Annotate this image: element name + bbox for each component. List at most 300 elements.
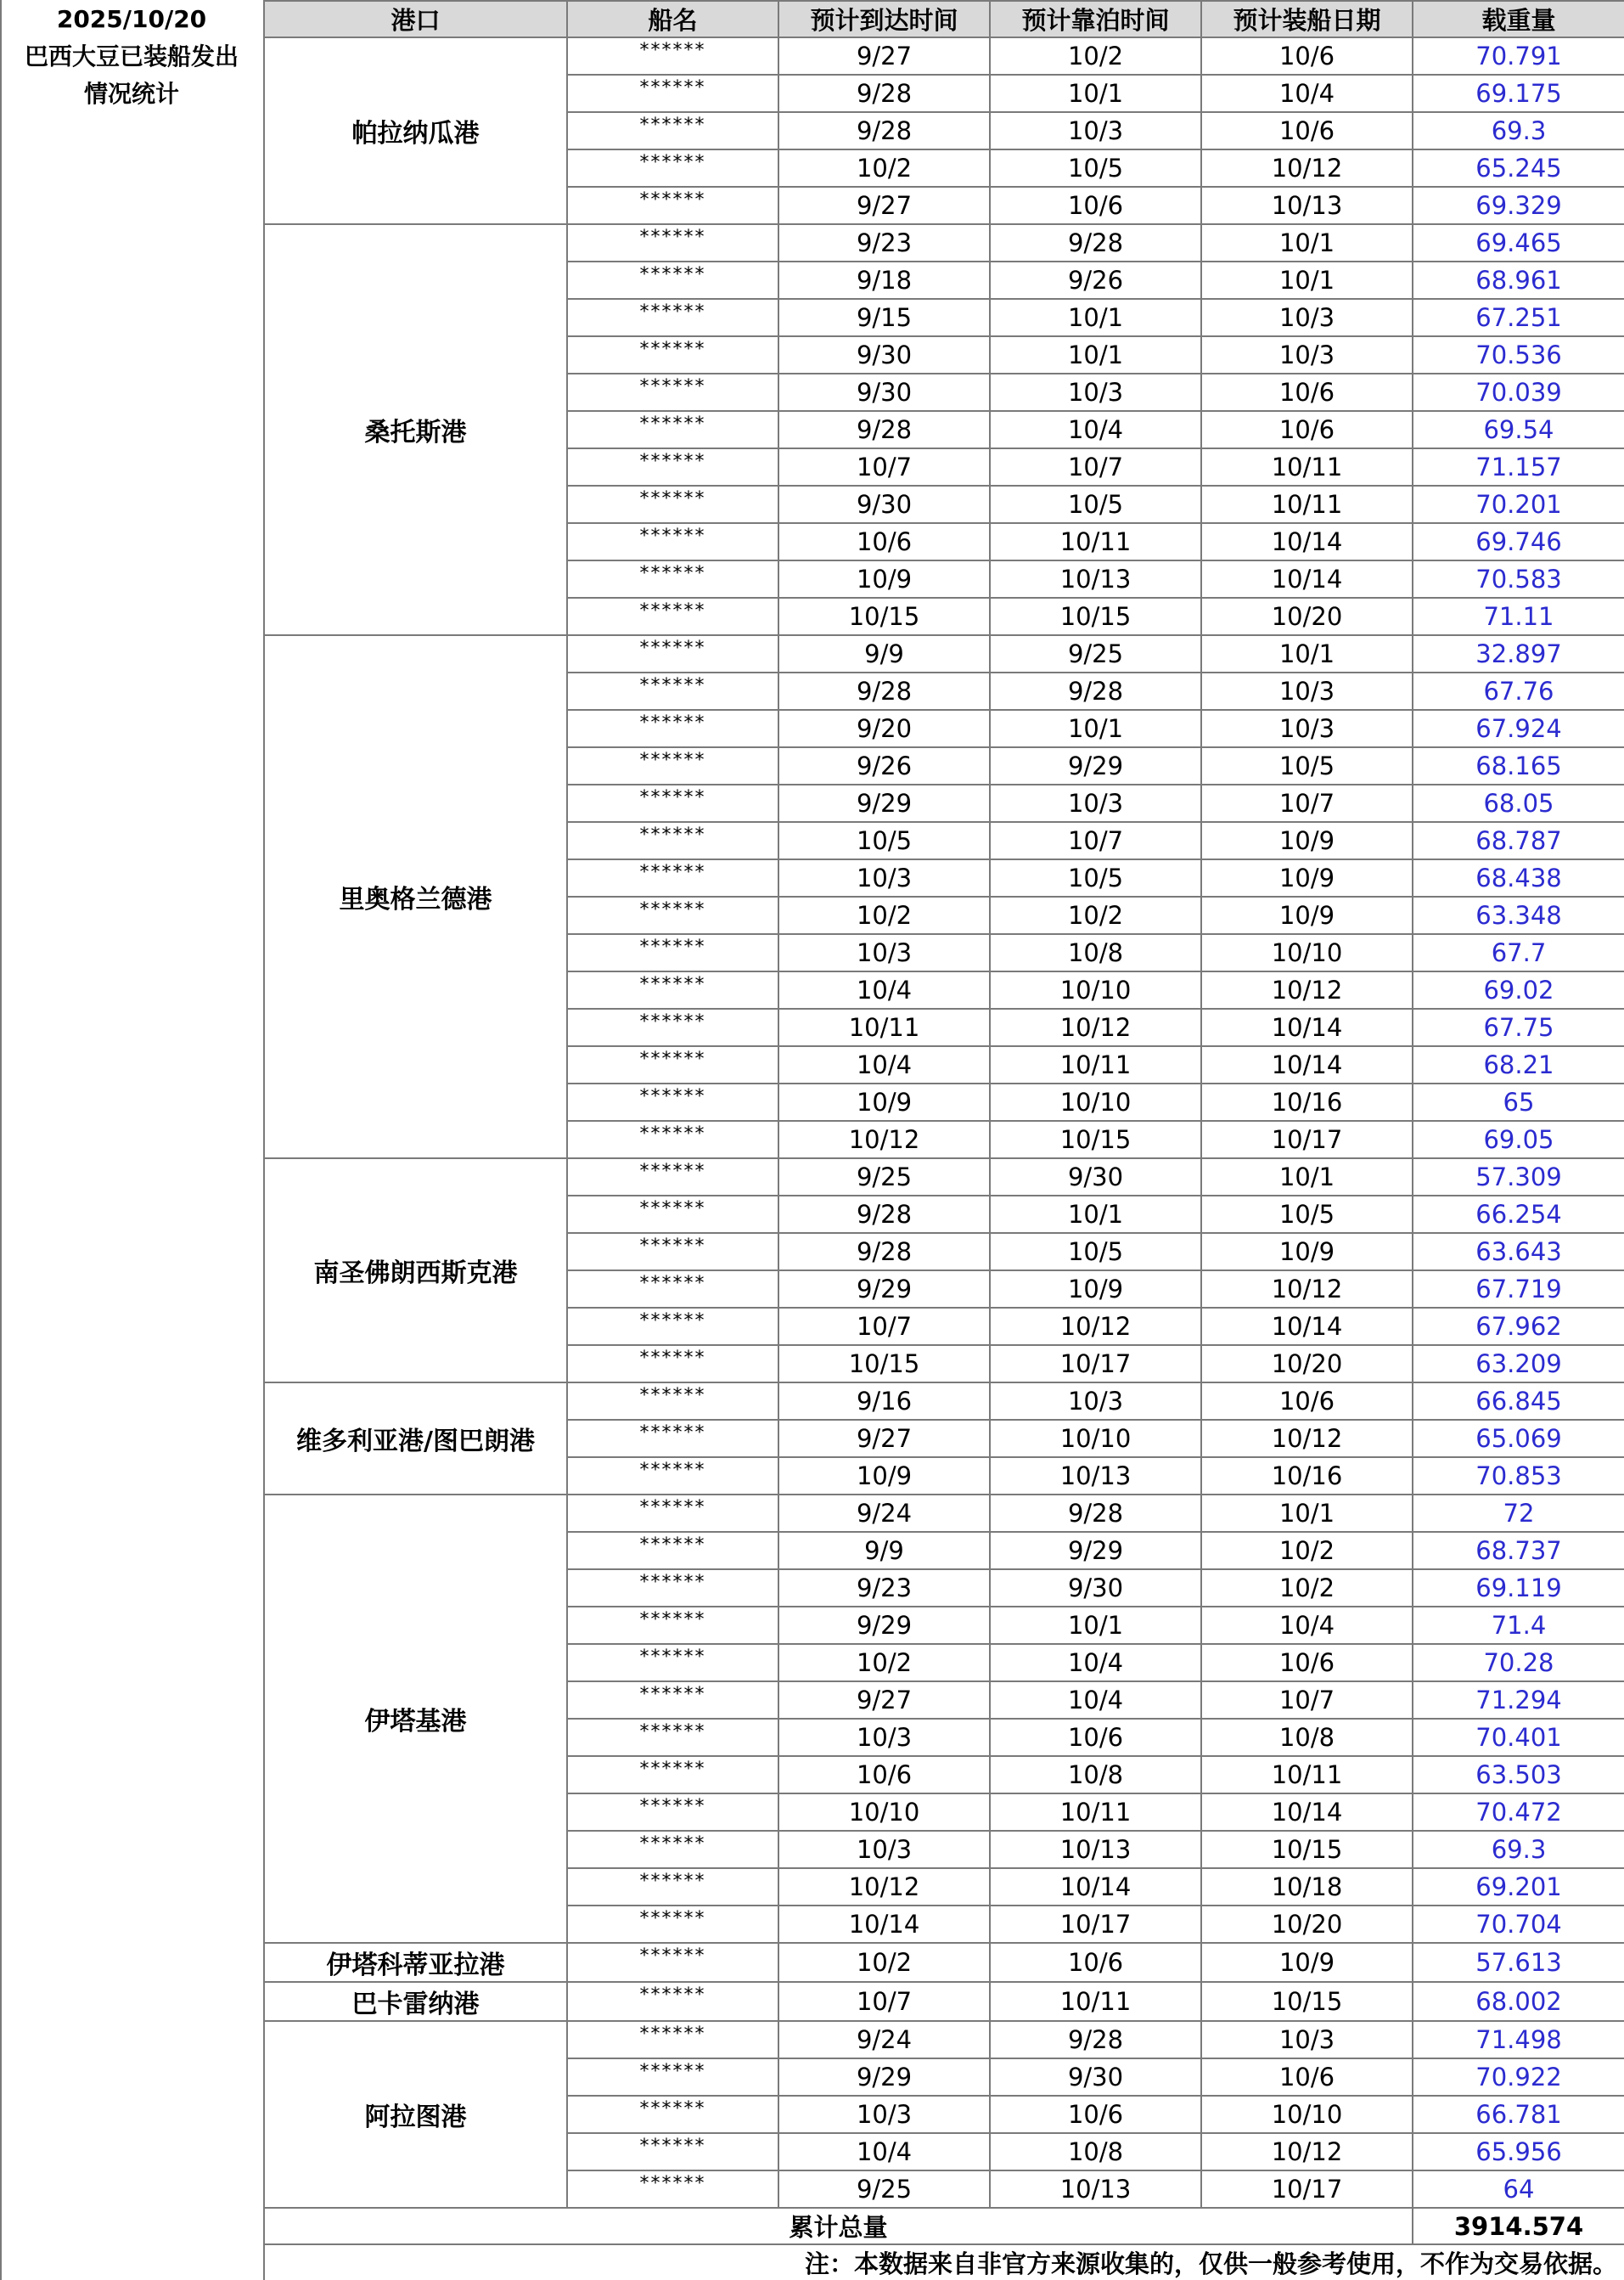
table-row — [264, 1158, 1624, 1196]
berthing-cell: 10/8 — [990, 1756, 1201, 1793]
arrival-cell: 9/24 — [778, 1495, 990, 1532]
tonnage-cell: 70.922 — [1413, 2058, 1624, 2096]
ship-name-cell: ****** — [567, 523, 778, 560]
arrival-cell: 10/10 — [778, 1793, 990, 1831]
arrival-cell: 9/25 — [778, 1158, 990, 1196]
tonnage-cell: 67.962 — [1413, 1308, 1624, 1345]
ship-name-cell: ****** — [567, 187, 778, 224]
loading-date-cell: 10/14 — [1201, 560, 1413, 598]
ship-name-cell: ****** — [567, 1084, 778, 1121]
ship-name-cell: ****** — [567, 1158, 778, 1196]
berthing-cell: 9/30 — [990, 2058, 1201, 2096]
ship-name-cell: ****** — [567, 75, 778, 112]
tonnage-cell: 71.11 — [1413, 598, 1624, 635]
berthing-cell: 10/11 — [990, 1793, 1201, 1831]
loading-date-cell: 10/15 — [1201, 1831, 1413, 1868]
arrival-cell: 9/28 — [778, 1196, 990, 1233]
header-port: 港口 — [264, 1, 567, 37]
ship-name-cell: ****** — [567, 785, 778, 822]
loading-date-cell: 10/6 — [1201, 1382, 1413, 1420]
loading-date-cell: 10/12 — [1201, 149, 1413, 187]
ship-name-cell: ****** — [567, 37, 778, 75]
arrival-cell: 10/4 — [778, 1046, 990, 1084]
loading-date-cell: 10/20 — [1201, 1345, 1413, 1382]
berthing-cell: 10/13 — [990, 1457, 1201, 1495]
port-name: 桑托斯港 — [264, 224, 567, 635]
table-row — [264, 2021, 1624, 2058]
loading-date-cell: 10/1 — [1201, 1495, 1413, 1532]
ship-name-cell: ****** — [567, 1420, 778, 1457]
table-row — [264, 37, 1624, 75]
tonnage-cell: 68.165 — [1413, 747, 1624, 785]
loading-date-cell: 10/12 — [1201, 1420, 1413, 1457]
berthing-cell: 9/25 — [990, 635, 1201, 673]
loading-date-cell: 10/12 — [1201, 971, 1413, 1009]
ship-name-cell: ****** — [567, 2058, 778, 2096]
tonnage-cell: 67.924 — [1413, 710, 1624, 747]
loading-date-cell: 10/9 — [1201, 822, 1413, 859]
tonnage-cell: 63.209 — [1413, 1345, 1624, 1382]
ship-name-cell: ****** — [567, 411, 778, 448]
loading-date-cell: 10/9 — [1201, 897, 1413, 934]
berthing-cell: 10/11 — [990, 1046, 1201, 1084]
berthing-cell: 9/28 — [990, 1495, 1201, 1532]
loading-date-cell: 10/14 — [1201, 1046, 1413, 1084]
loading-date-cell: 10/10 — [1201, 2096, 1413, 2133]
table-row — [264, 635, 1624, 673]
ship-name-cell: ****** — [567, 486, 778, 523]
arrival-cell: 10/12 — [778, 1868, 990, 1906]
arrival-cell: 9/29 — [778, 785, 990, 822]
tonnage-cell: 70.704 — [1413, 1906, 1624, 1943]
tonnage-cell: 66.845 — [1413, 1382, 1624, 1420]
berthing-cell: 10/4 — [990, 411, 1201, 448]
tonnage-cell: 68.961 — [1413, 262, 1624, 299]
header-ship-name: 船名 — [567, 1, 778, 37]
arrival-cell: 9/9 — [778, 635, 990, 673]
loading-date-cell: 10/1 — [1201, 635, 1413, 673]
loading-date-cell: 10/1 — [1201, 224, 1413, 262]
tonnage-cell: 69.746 — [1413, 523, 1624, 560]
berthing-cell: 10/13 — [990, 2170, 1201, 2208]
loading-date-cell: 10/16 — [1201, 1084, 1413, 1121]
port-name: 伊塔科蒂亚拉港 — [264, 1943, 567, 1982]
table-row — [264, 1382, 1624, 1420]
loading-date-cell: 10/11 — [1201, 486, 1413, 523]
ship-name-cell: ****** — [567, 1121, 778, 1158]
arrival-cell: 9/20 — [778, 710, 990, 747]
tonnage-cell: 71.498 — [1413, 2021, 1624, 2058]
ship-name-cell: ****** — [567, 1681, 778, 1719]
loading-date-cell: 10/9 — [1201, 859, 1413, 897]
title-line-1: 巴西大豆已装船发出 — [24, 42, 239, 70]
port-name: 巴卡雷纳港 — [264, 1982, 567, 2021]
tonnage-cell: 68.438 — [1413, 859, 1624, 897]
loading-date-cell: 10/14 — [1201, 1793, 1413, 1831]
arrival-cell: 10/3 — [778, 859, 990, 897]
arrival-cell: 10/3 — [778, 1719, 990, 1756]
tonnage-cell: 70.28 — [1413, 1644, 1624, 1681]
loading-date-cell: 10/2 — [1201, 1532, 1413, 1569]
arrival-cell: 9/27 — [778, 187, 990, 224]
berthing-cell: 10/5 — [990, 486, 1201, 523]
tonnage-cell: 69.02 — [1413, 971, 1624, 1009]
ship-name-cell: ****** — [567, 1831, 778, 1868]
tonnage-cell: 69.329 — [1413, 187, 1624, 224]
arrival-cell: 10/3 — [778, 934, 990, 971]
note-row — [264, 2244, 1624, 2280]
berthing-cell: 10/10 — [990, 1420, 1201, 1457]
arrival-cell: 10/7 — [778, 1982, 990, 2021]
ship-name-cell: ****** — [567, 1943, 778, 1982]
arrival-cell: 9/27 — [778, 1420, 990, 1457]
shipment-table-container — [263, 0, 1624, 2280]
berthing-cell: 10/5 — [990, 859, 1201, 897]
arrival-cell: 9/30 — [778, 486, 990, 523]
tonnage-cell: 71.157 — [1413, 448, 1624, 486]
loading-date-cell: 10/15 — [1201, 1982, 1413, 2021]
table-body — [264, 37, 1624, 2208]
berthing-cell: 10/3 — [990, 374, 1201, 411]
port-name: 维多利亚港/图巴朗港 — [264, 1382, 567, 1495]
ship-name-cell: ****** — [567, 336, 778, 374]
arrival-cell: 10/5 — [778, 822, 990, 859]
loading-date-cell: 10/2 — [1201, 1569, 1413, 1607]
arrival-cell: 9/30 — [778, 374, 990, 411]
loading-date-cell: 10/6 — [1201, 2058, 1413, 2096]
berthing-cell: 10/6 — [990, 1719, 1201, 1756]
arrival-cell: 10/3 — [778, 1831, 990, 1868]
ship-name-cell: ****** — [567, 934, 778, 971]
berthing-cell: 10/15 — [990, 1121, 1201, 1158]
arrival-cell: 9/28 — [778, 75, 990, 112]
tonnage-cell: 70.853 — [1413, 1457, 1624, 1495]
berthing-cell: 9/26 — [990, 262, 1201, 299]
ship-name-cell: ****** — [567, 1644, 778, 1681]
ship-name-cell: ****** — [567, 2133, 778, 2170]
berthing-cell: 10/9 — [990, 1270, 1201, 1308]
ship-name-cell: ****** — [567, 1457, 778, 1495]
tonnage-cell: 67.719 — [1413, 1270, 1624, 1308]
loading-date-cell: 10/6 — [1201, 37, 1413, 75]
arrival-cell: 10/12 — [778, 1121, 990, 1158]
table-row — [264, 1943, 1624, 1982]
loading-date-cell: 10/3 — [1201, 673, 1413, 710]
ship-name-cell: ****** — [567, 2170, 778, 2208]
arrival-cell: 10/7 — [778, 448, 990, 486]
berthing-cell: 10/15 — [990, 598, 1201, 635]
ship-name-cell: ****** — [567, 859, 778, 897]
berthing-cell: 9/29 — [990, 1532, 1201, 1569]
table-row — [264, 1495, 1624, 1532]
ship-name-cell: ****** — [567, 149, 778, 187]
tonnage-cell: 71.294 — [1413, 1681, 1624, 1719]
ship-name-cell: ****** — [567, 598, 778, 635]
berthing-cell: 9/30 — [990, 1158, 1201, 1196]
loading-date-cell: 10/14 — [1201, 1009, 1413, 1046]
loading-date-cell: 10/11 — [1201, 448, 1413, 486]
berthing-cell: 10/5 — [990, 1233, 1201, 1270]
tonnage-cell: 70.583 — [1413, 560, 1624, 598]
tonnage-cell: 65 — [1413, 1084, 1624, 1121]
tonnage-cell: 63.348 — [1413, 897, 1624, 934]
arrival-cell: 10/4 — [778, 971, 990, 1009]
tonnage-cell: 66.254 — [1413, 1196, 1624, 1233]
arrival-cell: 10/7 — [778, 1308, 990, 1345]
tonnage-cell: 70.201 — [1413, 486, 1624, 523]
berthing-cell: 10/1 — [990, 1607, 1201, 1644]
berthing-cell: 10/17 — [990, 1345, 1201, 1382]
arrival-cell: 9/15 — [778, 299, 990, 336]
loading-date-cell: 10/9 — [1201, 1233, 1413, 1270]
tonnage-cell: 63.503 — [1413, 1756, 1624, 1793]
port-name: 阿拉图港 — [264, 2021, 567, 2208]
arrival-cell: 9/25 — [778, 2170, 990, 2208]
loading-date-cell: 10/4 — [1201, 75, 1413, 112]
arrival-cell: 10/4 — [778, 2133, 990, 2170]
arrival-cell: 9/23 — [778, 1569, 990, 1607]
loading-date-cell: 10/13 — [1201, 187, 1413, 224]
tonnage-cell: 69.3 — [1413, 1831, 1624, 1868]
ship-name-cell: ****** — [567, 1719, 778, 1756]
ship-name-cell: ****** — [567, 1982, 778, 2021]
loading-date-cell: 10/7 — [1201, 1681, 1413, 1719]
berthing-cell: 10/1 — [990, 1196, 1201, 1233]
arrival-cell: 10/3 — [778, 2096, 990, 2133]
tonnage-cell: 68.737 — [1413, 1532, 1624, 1569]
ship-name-cell: ****** — [567, 1569, 778, 1607]
arrival-cell: 9/28 — [778, 411, 990, 448]
ship-name-cell: ****** — [567, 2021, 778, 2058]
tonnage-cell: 68.05 — [1413, 785, 1624, 822]
arrival-cell: 9/30 — [778, 336, 990, 374]
arrival-cell: 10/15 — [778, 1345, 990, 1382]
ship-name-cell: ****** — [567, 635, 778, 673]
arrival-cell: 10/2 — [778, 1644, 990, 1681]
ship-name-cell: ****** — [567, 1046, 778, 1084]
loading-date-cell: 10/5 — [1201, 1196, 1413, 1233]
arrival-cell: 10/9 — [778, 1084, 990, 1121]
loading-date-cell: 10/3 — [1201, 2021, 1413, 2058]
ship-name-cell: ****** — [567, 1532, 778, 1569]
loading-date-cell: 10/10 — [1201, 934, 1413, 971]
berthing-cell: 10/8 — [990, 2133, 1201, 2170]
tonnage-cell: 32.897 — [1413, 635, 1624, 673]
tonnage-cell: 57.309 — [1413, 1158, 1624, 1196]
loading-date-cell: 10/6 — [1201, 112, 1413, 149]
berthing-cell: 10/6 — [990, 187, 1201, 224]
header-loading-date: 预计装船日期 — [1201, 1, 1413, 37]
berthing-cell: 10/13 — [990, 1831, 1201, 1868]
arrival-cell: 10/11 — [778, 1009, 990, 1046]
tonnage-cell: 68.21 — [1413, 1046, 1624, 1084]
arrival-cell: 10/9 — [778, 1457, 990, 1495]
ship-name-cell: ****** — [567, 1906, 778, 1943]
arrival-cell: 9/28 — [778, 112, 990, 149]
arrival-cell: 9/27 — [778, 1681, 990, 1719]
arrival-cell: 10/6 — [778, 1756, 990, 1793]
arrival-cell: 10/2 — [778, 149, 990, 187]
ship-name-cell: ****** — [567, 1607, 778, 1644]
loading-date-cell: 10/3 — [1201, 336, 1413, 374]
ship-name-cell: ****** — [567, 1308, 778, 1345]
header-row — [264, 1, 1624, 37]
arrival-cell: 9/29 — [778, 2058, 990, 2096]
loading-date-cell: 10/6 — [1201, 1644, 1413, 1681]
berthing-cell: 10/7 — [990, 448, 1201, 486]
berthing-cell: 10/3 — [990, 1382, 1201, 1420]
arrival-cell: 9/29 — [778, 1270, 990, 1308]
port-name: 里奥格兰德港 — [264, 635, 567, 1158]
ship-name-cell: ****** — [567, 1495, 778, 1532]
sheet-title — [0, 0, 263, 113]
table-row — [264, 1982, 1624, 2021]
ship-name-cell: ****** — [567, 560, 778, 598]
tonnage-cell: 70.536 — [1413, 336, 1624, 374]
tonnage-cell: 57.613 — [1413, 1943, 1624, 1982]
tonnage-cell: 65.956 — [1413, 2133, 1624, 2170]
header-arrival: 预计到达时间 — [778, 1, 990, 37]
berthing-cell: 10/5 — [990, 149, 1201, 187]
arrival-cell: 9/24 — [778, 2021, 990, 2058]
tonnage-cell: 69.175 — [1413, 75, 1624, 112]
berthing-cell: 10/8 — [990, 934, 1201, 971]
berthing-cell: 10/10 — [990, 1084, 1201, 1121]
total-label: 累计总量 — [264, 2208, 1413, 2244]
tonnage-cell: 67.76 — [1413, 673, 1624, 710]
loading-date-cell: 10/14 — [1201, 523, 1413, 560]
loading-date-cell: 10/11 — [1201, 1756, 1413, 1793]
berthing-cell: 10/3 — [990, 112, 1201, 149]
berthing-cell: 10/1 — [990, 336, 1201, 374]
loading-date-cell: 10/7 — [1201, 785, 1413, 822]
loading-date-cell: 10/17 — [1201, 1121, 1413, 1158]
ship-name-cell: ****** — [567, 747, 778, 785]
arrival-cell: 10/15 — [778, 598, 990, 635]
ship-name-cell: ****** — [567, 262, 778, 299]
ship-name-cell: ****** — [567, 1756, 778, 1793]
table-row — [264, 224, 1624, 262]
ship-name-cell: ****** — [567, 1009, 778, 1046]
tonnage-cell: 69.3 — [1413, 112, 1624, 149]
tonnage-cell: 70.791 — [1413, 37, 1624, 75]
arrival-cell: 10/14 — [778, 1906, 990, 1943]
loading-date-cell: 10/1 — [1201, 262, 1413, 299]
loading-date-cell: 10/6 — [1201, 374, 1413, 411]
loading-date-cell: 10/12 — [1201, 2133, 1413, 2170]
report-date: 2025/10/20 — [56, 5, 207, 33]
arrival-cell: 9/28 — [778, 1233, 990, 1270]
header-tonnage: 载重量 — [1413, 1, 1624, 37]
loading-date-cell: 10/4 — [1201, 1607, 1413, 1644]
berthing-cell: 10/1 — [990, 75, 1201, 112]
ship-name-cell: ****** — [567, 673, 778, 710]
arrival-cell: 10/2 — [778, 1943, 990, 1982]
tonnage-cell: 69.119 — [1413, 1569, 1624, 1607]
tonnage-cell: 65.245 — [1413, 149, 1624, 187]
tonnage-cell: 68.787 — [1413, 822, 1624, 859]
shipment-table — [263, 0, 1624, 2280]
ship-name-cell: ****** — [567, 1382, 778, 1420]
loading-date-cell: 10/3 — [1201, 299, 1413, 336]
ship-name-cell: ****** — [567, 1793, 778, 1831]
tonnage-cell: 70.472 — [1413, 1793, 1624, 1831]
loading-date-cell: 10/8 — [1201, 1719, 1413, 1756]
loading-date-cell: 10/14 — [1201, 1308, 1413, 1345]
arrival-cell: 9/23 — [778, 224, 990, 262]
tonnage-cell: 67.7 — [1413, 934, 1624, 971]
ship-name-cell: ****** — [567, 1233, 778, 1270]
ship-name-cell: ****** — [567, 448, 778, 486]
berthing-cell: 10/14 — [990, 1868, 1201, 1906]
total-value: 3914.574 — [1413, 2208, 1624, 2244]
berthing-cell: 10/3 — [990, 785, 1201, 822]
ship-name-cell: ****** — [567, 1196, 778, 1233]
berthing-cell: 9/28 — [990, 673, 1201, 710]
berthing-cell: 10/12 — [990, 1308, 1201, 1345]
tonnage-cell: 67.75 — [1413, 1009, 1624, 1046]
arrival-cell: 9/28 — [778, 673, 990, 710]
arrival-cell: 10/2 — [778, 897, 990, 934]
berthing-cell: 10/13 — [990, 560, 1201, 598]
tonnage-cell: 70.401 — [1413, 1719, 1624, 1756]
ship-name-cell: ****** — [567, 710, 778, 747]
loading-date-cell: 10/3 — [1201, 710, 1413, 747]
berthing-cell: 10/12 — [990, 1009, 1201, 1046]
tonnage-cell: 66.781 — [1413, 2096, 1624, 2133]
berthing-cell: 10/1 — [990, 299, 1201, 336]
berthing-cell: 9/28 — [990, 2021, 1201, 2058]
arrival-cell: 9/16 — [778, 1382, 990, 1420]
loading-date-cell: 10/12 — [1201, 1270, 1413, 1308]
ship-name-cell: ****** — [567, 971, 778, 1009]
tonnage-cell: 63.643 — [1413, 1233, 1624, 1270]
port-name: 帕拉纳瓜港 — [264, 37, 567, 224]
arrival-cell: 9/29 — [778, 1607, 990, 1644]
disclaimer-note: 注：本数据来自非官方来源收集的，仅供一般参考使用，不作为交易依据。 — [264, 2244, 1624, 2280]
tonnage-cell: 67.251 — [1413, 299, 1624, 336]
berthing-cell: 10/6 — [990, 2096, 1201, 2133]
tonnage-cell: 65.069 — [1413, 1420, 1624, 1457]
ship-name-cell: ****** — [567, 224, 778, 262]
tonnage-cell: 69.54 — [1413, 411, 1624, 448]
arrival-cell: 9/9 — [778, 1532, 990, 1569]
port-name: 南圣佛朗西斯克港 — [264, 1158, 567, 1382]
arrival-cell: 9/26 — [778, 747, 990, 785]
loading-date-cell: 10/5 — [1201, 747, 1413, 785]
loading-date-cell: 10/9 — [1201, 1943, 1413, 1982]
arrival-cell: 9/18 — [778, 262, 990, 299]
berthing-cell: 10/7 — [990, 822, 1201, 859]
berthing-cell: 9/29 — [990, 747, 1201, 785]
total-row — [264, 2208, 1624, 2244]
berthing-cell: 10/1 — [990, 710, 1201, 747]
berthing-cell: 10/2 — [990, 37, 1201, 75]
header-berthing: 预计靠泊时间 — [990, 1, 1201, 37]
berthing-cell: 10/11 — [990, 523, 1201, 560]
ship-name-cell: ****** — [567, 1868, 778, 1906]
ship-name-cell: ****** — [567, 374, 778, 411]
left-border — [0, 0, 2, 2280]
berthing-cell: 10/2 — [990, 897, 1201, 934]
berthing-cell: 9/28 — [990, 224, 1201, 262]
loading-date-cell: 10/20 — [1201, 1906, 1413, 1943]
berthing-cell: 10/17 — [990, 1906, 1201, 1943]
berthing-cell: 9/30 — [990, 1569, 1201, 1607]
ship-name-cell: ****** — [567, 897, 778, 934]
arrival-cell: 10/9 — [778, 560, 990, 598]
port-name: 伊塔基港 — [264, 1495, 567, 1943]
